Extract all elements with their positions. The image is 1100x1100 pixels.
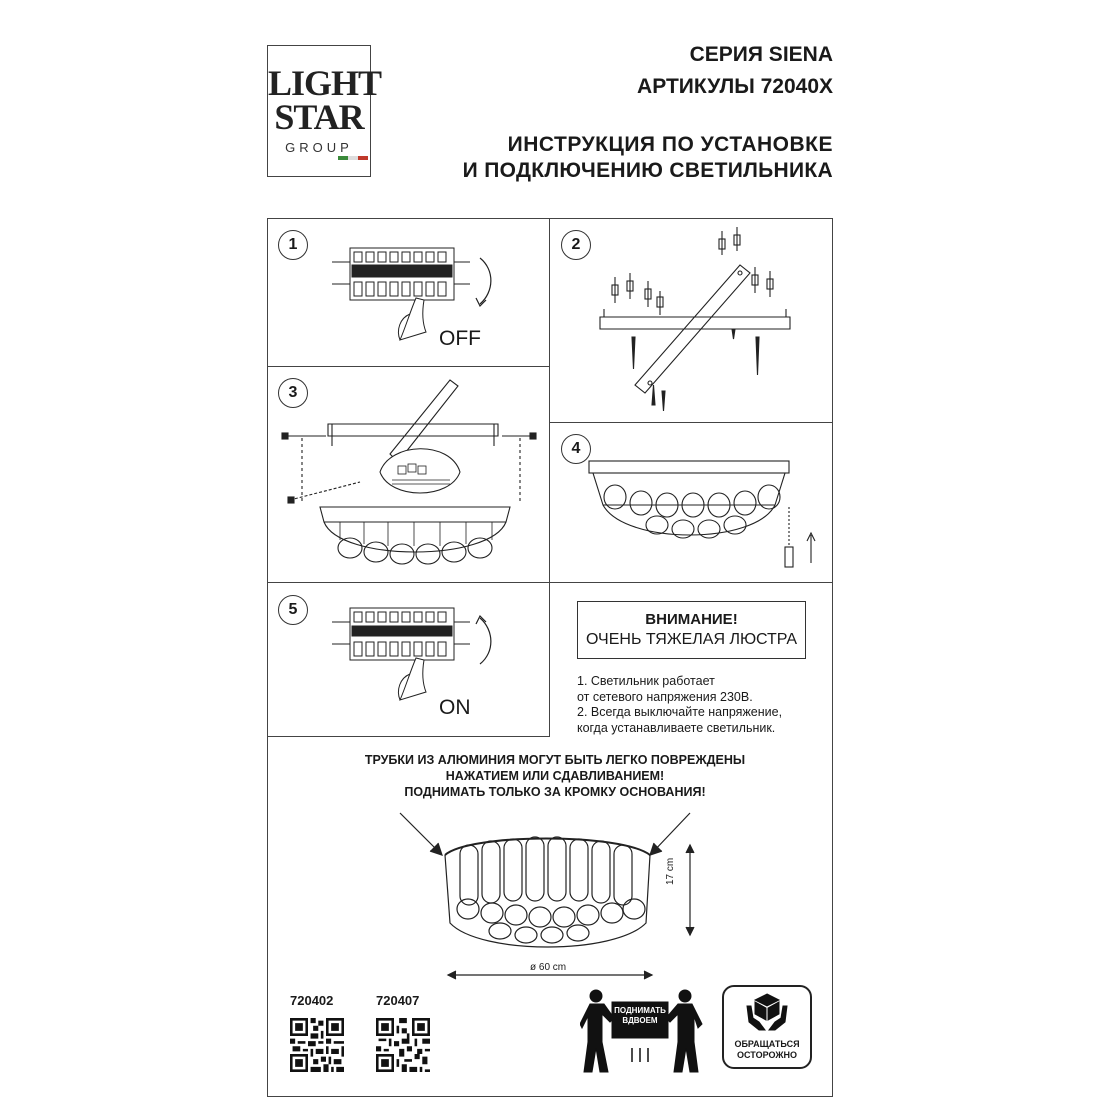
breaker-on-illustration	[330, 600, 500, 710]
on-label: ON	[439, 696, 471, 719]
warning-text: ОЧЕНЬ ТЯЖЕЛАЯ ЛЮСТРА	[585, 631, 798, 648]
instruction-title-1: ИНСТРУКЦИЯ ПО УСТАНОВКЕ	[507, 133, 833, 156]
wiring-connection-illustration	[280, 372, 545, 577]
care-text	[724, 1039, 810, 1061]
article-code: 720402	[290, 993, 334, 1008]
lift-sign-text	[612, 1006, 668, 1026]
caution-line: НАЖАТИЕМ ИЛИ СДАВЛИВАНИЕМ!	[445, 769, 665, 783]
two-person-lift-icon	[580, 988, 705, 1078]
caution-line: ПОДНИМАТЬ ТОЛЬКО ЗА КРОМКУ ОСНОВАНИЯ!	[404, 785, 706, 799]
flag-green	[338, 156, 348, 160]
lift-sign-line1: ПОДНИМАТЬ	[614, 1006, 666, 1015]
warning-box	[577, 601, 806, 659]
logo-line3: GROUP	[285, 140, 353, 155]
flag-white	[348, 156, 358, 160]
mounting-bracket-illustration	[590, 225, 800, 420]
handling-caution	[270, 752, 840, 800]
note-line: когда устанавливаете светильник.	[577, 720, 776, 735]
qr-code-icon[interactable]	[290, 1018, 344, 1072]
qr-code-icon[interactable]	[376, 1018, 430, 1072]
fixture-assembled-illustration	[585, 455, 825, 580]
brand-logo	[267, 45, 382, 177]
flag-red	[358, 156, 368, 160]
series-title: СЕРИЯ SIENA	[689, 43, 833, 66]
note-line: 1. Светильник работает	[577, 674, 715, 688]
off-label: OFF	[439, 327, 481, 350]
warning-title: ВНИМАНИЕ!	[645, 611, 738, 628]
note-line: 2. Всегда выключайте напряжение,	[577, 705, 783, 719]
diameter-dimension: ø 60 cm	[530, 962, 567, 973]
handle-with-care-badge	[722, 985, 812, 1069]
step5-number: 5	[278, 595, 308, 625]
height-dimension: 17 cm	[665, 857, 676, 885]
logo-line2: STAR	[274, 97, 364, 137]
instruction-title-2: И ПОДКЛЮЧЕНИЮ СВЕТИЛЬНИКА	[462, 159, 833, 182]
article-code: 720407	[376, 993, 420, 1008]
step2-number: 2	[561, 230, 591, 260]
safety-notes	[577, 674, 782, 736]
step3-number: 3	[278, 378, 308, 408]
lift-sign-line2: ВДВОЕМ	[622, 1016, 658, 1025]
step4-number: 4	[561, 434, 591, 464]
step1-number: 1	[278, 230, 308, 260]
care-line2: ОСТОРОЖНО	[737, 1050, 797, 1060]
fragile-box-icon	[745, 992, 789, 1032]
note-line: от сетевого напряжения 230В.	[577, 689, 753, 704]
caution-line: ТРУБКИ ИЗ АЛЮМИНИЯ МОГУТ БЫТЬ ЛЕГКО ПОВРЕЖДЕНЫ	[364, 753, 746, 767]
articles-title: АРТИКУЛЫ 72040X	[637, 75, 833, 98]
care-line1: ОБРАЩАТЬСЯ	[734, 1039, 800, 1049]
logo-line1: LIGHT	[268, 63, 382, 103]
